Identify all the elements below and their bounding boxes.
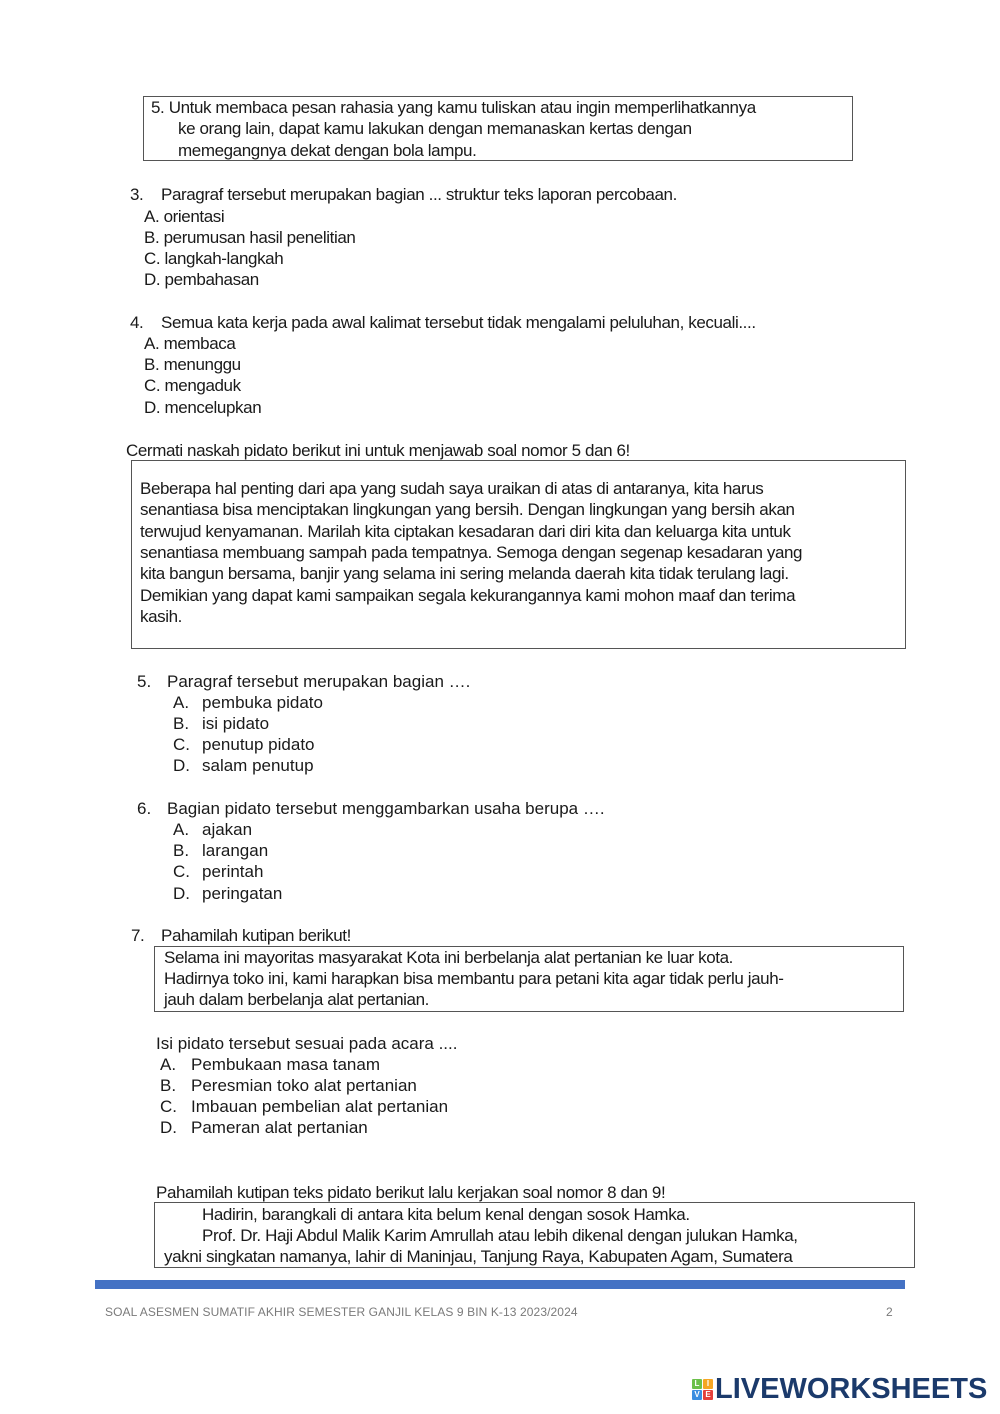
answer-option-b[interactable]: larangan (202, 841, 269, 860)
question-number: 4. (130, 313, 144, 332)
quote-line: Hadirnya toko ini, kami harapkan bisa membantu para petani kita agar tidak perlu jauh- (164, 969, 784, 988)
answer-option-a[interactable]: pembuka pidato (202, 693, 323, 712)
answer-option-letter[interactable]: A. (173, 820, 190, 839)
answer-option-a[interactable]: A. orientasi (144, 207, 225, 226)
answer-option-d[interactable]: D. pembahasan (144, 270, 259, 289)
speech-passage-line: kasih. (140, 607, 183, 626)
speech-passage-line: Beberapa hal penting dari apa yang sudah saya uraikan di atas di antaranya, kita harus (140, 479, 764, 498)
question-text: Semua kata kerja pada awal kalimat tersebut tidak mengalami peluluhan, kecuali.... (161, 313, 756, 332)
hamka-passage-line: Hadirin, barangkali di antara kita belum kenal dengan sosok Hamka. (202, 1205, 690, 1224)
answer-option-letter[interactable]: D. (173, 884, 190, 903)
liveworksheets-logo[interactable] (692, 1375, 987, 1403)
answer-option-b[interactable]: isi pidato (202, 714, 270, 733)
question-text: Pahamilah kutipan berikut! (161, 926, 351, 945)
brand-name: LIVEWORKSHEETS (715, 1373, 988, 1405)
speech-passage-line: senantiasa membuang sampah pada tempatnya. Semoga dengan segenap kesadaran yang (140, 543, 803, 562)
quote-line: jauh dalam berbelanja alat pertanian. (164, 990, 429, 1009)
footer-divider-bar (95, 1280, 905, 1289)
answer-option-d[interactable]: D. mencelupkan (144, 398, 262, 417)
answer-option-a[interactable]: A. membaca (144, 334, 236, 353)
speech-passage-line: kita bangun bersama, banjir yang selama ini sering melanda daerah kita tidak terulang lagi. (140, 564, 789, 583)
hamka-passage-line: yakni singkatan namanya, lahir di Maninjau, Tanjung Raya, Kabupaten Agam, Sumatera (164, 1247, 793, 1266)
question-number: 7. (131, 926, 145, 945)
page-number: 2 (886, 1305, 893, 1319)
question-number: 6. (137, 799, 152, 818)
instruction-8-9: Pahamilah kutipan teks pidato berikut lalu kerjakan soal nomor 8 dan 9! (156, 1183, 666, 1202)
logo-block-i: I (703, 1379, 713, 1389)
experiment-step-line: ke orang lain, dapat kamu lakukan dengan memanaskan kertas dengan (178, 119, 692, 138)
answer-option-letter[interactable]: A. (160, 1055, 177, 1074)
answer-option-letter[interactable]: C. (173, 862, 190, 881)
answer-option-a[interactable]: ajakan (202, 820, 253, 839)
answer-option-d[interactable]: peringatan (202, 884, 283, 903)
answer-option-a[interactable]: Pembukaan masa tanam (191, 1055, 380, 1074)
question-number: 3. (130, 185, 144, 204)
answer-option-b[interactable]: B. perumusan hasil penelitian (144, 228, 356, 247)
hamka-passage-line: Prof. Dr. Haji Abdul Malik Karim Amrullah atau lebih dikenal dengan julukan Hamka, (202, 1226, 798, 1245)
answer-option-b[interactable]: Peresmian toko alat pertanian (191, 1076, 417, 1095)
live-blocks-icon (692, 1379, 713, 1400)
answer-option-c[interactable]: C. mengaduk (144, 376, 241, 395)
answer-option-c[interactable]: C. langkah-langkah (144, 249, 284, 268)
footer-title: SOAL ASESMEN SUMATIF AKHIR SEMESTER GANJIL KELAS 9 BIN K-13 2023/2024 (105, 1305, 578, 1319)
answer-option-letter[interactable]: B. (173, 714, 190, 733)
answer-option-letter[interactable]: D. (160, 1118, 177, 1137)
answer-option-letter[interactable]: B. (160, 1076, 177, 1095)
answer-option-d[interactable]: salam penutup (202, 756, 314, 775)
experiment-step-line: memegangnya dekat dengan bola lampu. (178, 141, 477, 160)
instruction-5-6: Cermati naskah pidato berikut ini untuk menjawab soal nomor 5 dan 6! (126, 441, 630, 460)
logo-block-e: E (703, 1390, 713, 1400)
logo-block-v: V (692, 1390, 702, 1400)
question-text: Paragraf tersebut merupakan bagian ... struktur teks laporan percobaan. (161, 185, 677, 204)
speech-passage-line: terwujud kenyamanan. Marilah kita ciptakan kesadaran dari diri kita dan keluarga kita untuk (140, 522, 791, 541)
question-text: Bagian pidato tersebut menggambarkan usaha berupa …. (167, 799, 605, 818)
answer-option-d[interactable]: Pameran alat pertanian (191, 1118, 368, 1137)
experiment-step-line: 5. Untuk membaca pesan rahasia yang kamu tuliskan atau ingin memperlihatkannya (151, 98, 756, 117)
answer-option-letter[interactable]: D. (173, 756, 190, 775)
logo-block-l: L (692, 1379, 702, 1389)
answer-option-letter[interactable]: A. (173, 693, 190, 712)
answer-option-c[interactable]: perintah (202, 862, 264, 881)
answer-option-letter[interactable]: C. (160, 1097, 177, 1116)
answer-option-c[interactable]: penutup pidato (202, 735, 315, 754)
sub-question-text: Isi pidato tersebut sesuai pada acara .... (156, 1034, 458, 1053)
answer-option-c[interactable]: Imbauan pembelian alat pertanian (191, 1097, 449, 1116)
answer-option-letter[interactable]: C. (173, 735, 190, 754)
question-text: Paragraf tersebut merupakan bagian …. (167, 672, 471, 691)
answer-option-b[interactable]: B. menunggu (144, 355, 241, 374)
answer-option-letter[interactable]: B. (173, 841, 190, 860)
speech-passage-line: senantiasa bisa menciptakan lingkungan yang bersih. Dengan lingkungan yang bersih akan (140, 500, 795, 519)
speech-passage-line: Demikian yang dapat kami sampaikan segala kekurangannya kami mohon maaf dan terima (140, 586, 796, 605)
question-number: 5. (137, 672, 152, 691)
quote-line: Selama ini mayoritas masyarakat Kota ini berbelanja alat pertanian ke luar kota. (164, 948, 733, 967)
